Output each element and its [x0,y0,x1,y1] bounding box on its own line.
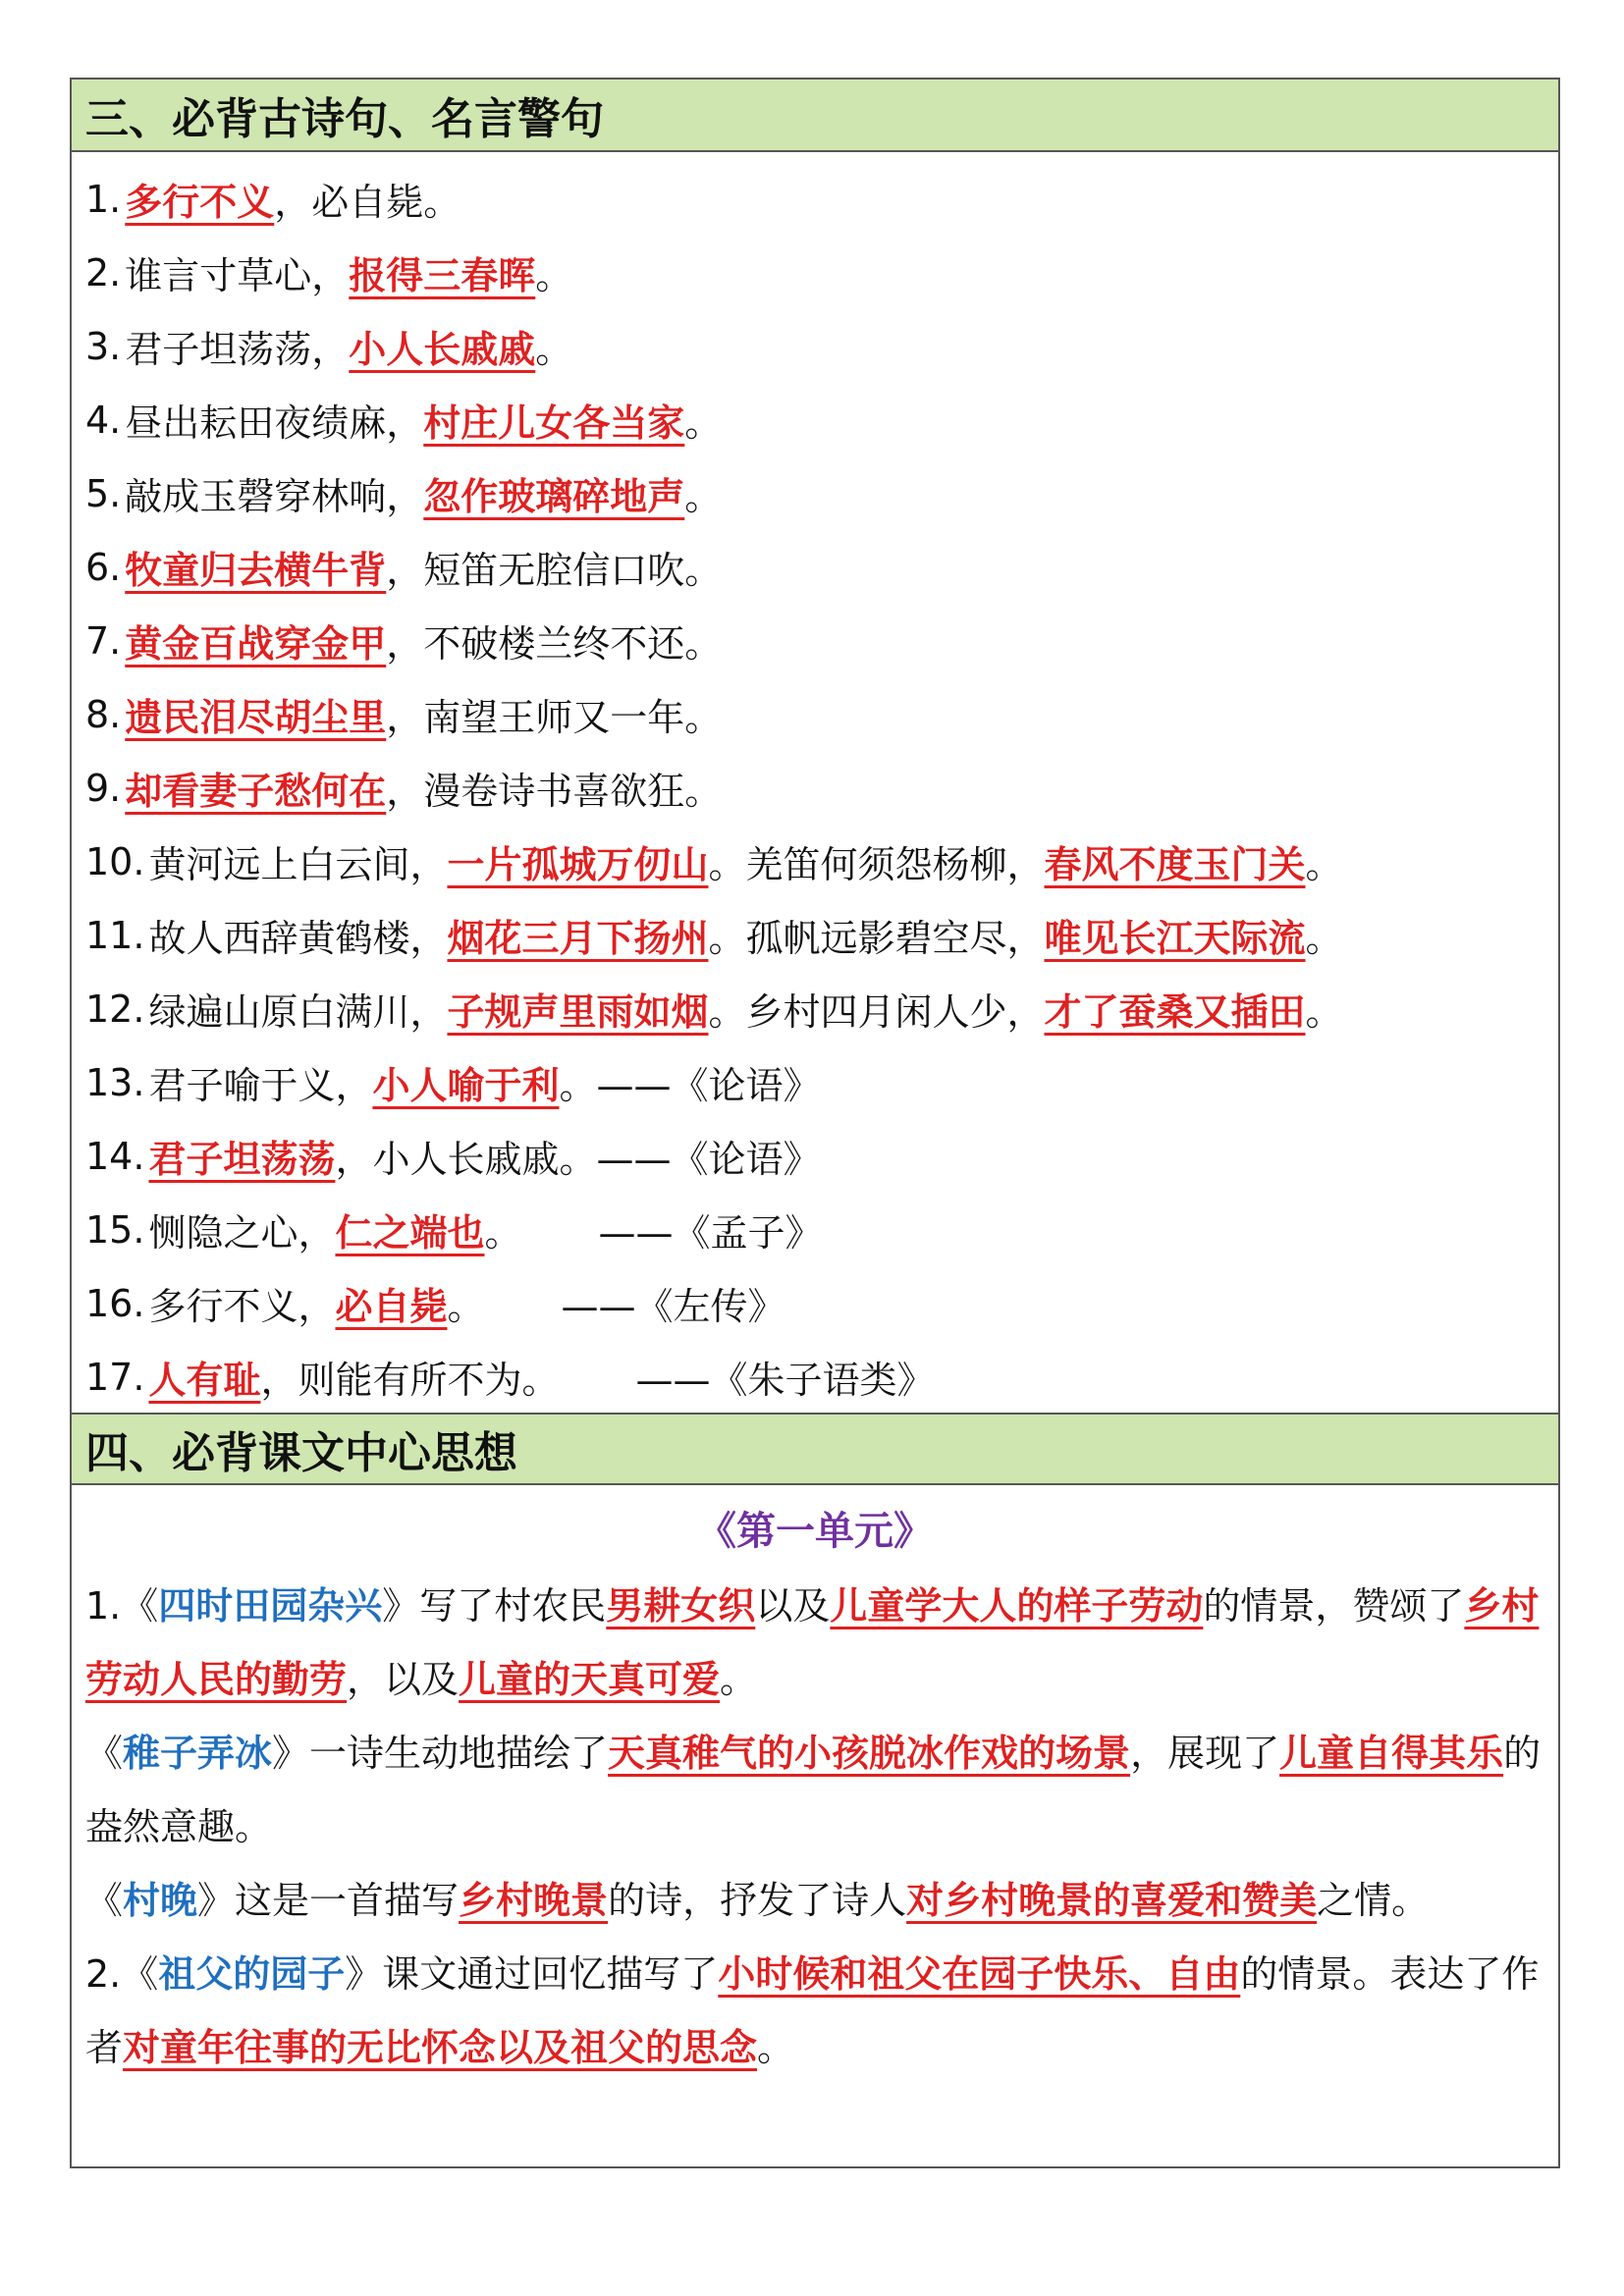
line-text: ——《朱子语类》 [635,1359,935,1402]
line-text: 。孤帆远影碧空尽， [708,917,1045,960]
line-text: ——《左传》 [561,1285,785,1328]
answer-text: 天真稚气的小孩脱冰作戏的场景 [608,1732,1131,1775]
line-text: ，小人长戚戚。——《论语》 [335,1138,821,1181]
poem-line [85,1266,1544,1340]
poem-line [85,604,1544,677]
answer-text: 乡村劳动人民的勤劳 [85,1584,1540,1701]
idea-paragraph [85,1864,1544,1938]
answer-text: 小时候和祖父在园子快乐、自由 [718,1952,1241,1996]
line-text: 。 [447,1285,485,1328]
line-text: 君子喻于义， [148,1064,373,1107]
line-text: ，不破楼兰终不还。 [386,622,723,666]
answer-text: 唯见长江天际流 [1044,917,1306,960]
line-number: 6. [85,545,122,589]
answer-text: 儿童自得其乐 [1279,1732,1504,1775]
answer-text: 遗民泪尽胡尘里 [125,696,387,739]
line-text: 。 [1305,990,1343,1034]
notes-table [70,78,1560,2168]
line-number: 12. [85,987,145,1031]
line-text: 。 [484,1211,522,1255]
answer-text: 男耕女织 [606,1584,756,1628]
paragraph-text: 之情。 [1317,1879,1430,1922]
answer-text: 仁之端也 [335,1211,485,1255]
line-text: 黄河远上白云间， [148,843,448,886]
poem-line [85,383,1544,456]
line-number: 1. [85,177,122,221]
answer-text: 儿童学大人的样子劳动 [830,1584,1204,1628]
paragraph-text: 的盎然意趣。 [85,1732,1542,1848]
poem-line [85,309,1544,383]
answer-text: 春风不度玉门关 [1044,843,1306,886]
poem-line [85,1340,1544,1414]
answer-text: 却看妻子愁何在 [125,770,387,813]
paragraph-text: 1.《 [85,1584,159,1628]
line-text: 。羌笛何须怨杨柳， [708,843,1045,886]
answer-text: 才了蚕桑又插田 [1044,990,1306,1034]
line-number: 5. [85,471,122,515]
paragraph-text: 》写了村农民 [382,1584,607,1628]
line-number: 7. [85,618,122,663]
line-number: 15. [85,1207,145,1252]
line-text: 君子坦荡荡， [125,328,350,371]
poem-line [85,1119,1544,1193]
paragraph-text: 。 [720,1658,758,1701]
paragraph-text: ，展现了 [1130,1732,1280,1775]
answer-text: 乡村晚景 [459,1879,609,1922]
line-number: 8. [85,692,122,736]
idea-paragraph [85,1717,1544,1864]
line-number: 4. [85,398,122,442]
paragraph-list [85,1570,1544,2085]
answer-text: 黄金百战穿金甲 [125,622,387,666]
central-ideas [72,1485,1558,2085]
line-text: ，短笛无腔信口吹。 [386,549,723,592]
paragraph-text: 》一诗生动地描绘了 [272,1732,609,1775]
line-text: 昼出耘田夜绩麻， [125,401,424,445]
section-3-heading: 三、必背古诗句、名言警句 [72,80,1558,152]
line-number: 17. [85,1355,145,1399]
line-number: 3. [85,324,122,368]
paragraph-text: 》这是一首描写 [197,1879,460,1922]
poem-line [85,825,1544,898]
idea-paragraph [85,1938,1544,2085]
line-text: 。 [684,401,723,445]
answer-text: 牧童归去横牛背 [125,549,387,592]
line-text: 。乡村四月闲人少， [708,990,1045,1034]
answer-text: 对乡村晚景的喜爱和赞美 [906,1879,1318,1922]
line-number: 2. [85,250,122,294]
line-number: 13. [85,1060,145,1104]
line-text: 谁言寸草心， [125,254,350,297]
line-text: 。——《论语》 [559,1064,821,1107]
poem-line [85,1045,1544,1119]
answer-text: 报得三春晖 [349,254,536,297]
poem-line [85,972,1544,1045]
poem-line [85,530,1544,604]
line-text: 。 [684,475,723,518]
unit-title: 《第一单元》 [697,1509,933,1554]
line-text: 。 [535,254,573,297]
answer-text: 对童年往事的无比怀念以及祖父的思念 [123,2026,758,2069]
paragraph-text: 《 [85,1732,124,1775]
idea-paragraph [85,1570,1544,1717]
line-text: ——《孟子》 [598,1211,823,1255]
line-text: ，漫卷诗书喜欲狂。 [386,770,723,813]
paragraph-text: 《 [85,1879,124,1922]
line-text: ，必自毙。 [274,181,461,224]
lesson-title: 村晚 [123,1879,198,1922]
poem-line [85,898,1544,972]
poem-line [85,677,1544,751]
answer-text: 小人喻于利 [372,1064,560,1107]
line-number: 10. [85,839,145,883]
paragraph-text: ，以及 [347,1658,460,1701]
answer-text: 儿童的天真可爱 [459,1658,721,1701]
poem-line [85,456,1544,530]
answer-text: 人有耻 [148,1359,261,1402]
line-text: 。 [1305,917,1343,960]
answer-text: 一片孤城万仞山 [447,843,709,886]
lesson-title: 祖父的园子 [158,1952,346,1996]
paragraph-text: 以及 [755,1584,831,1628]
line-text: 。 [535,328,573,371]
line-text: 多行不义， [148,1285,336,1328]
poem-list [72,152,1558,1413]
answer-text: 烟花三月下扬州 [447,917,709,960]
paragraph-text: 的情景，赞颂了 [1203,1584,1465,1628]
line-number: 11. [85,913,145,957]
line-number: 16. [85,1281,145,1325]
line-text: 。 [1305,843,1343,886]
line-text: 敲成玉磬穿林响， [125,475,424,518]
section-4-heading: 四、必背课文中心思想 [72,1413,1558,1485]
lesson-title: 四时田园杂兴 [158,1584,383,1628]
paragraph-text: 。 [757,2026,795,2069]
lesson-title: 稚子弄冰 [123,1732,273,1775]
answer-text: 多行不义 [125,181,275,224]
poem-line [85,751,1544,825]
line-text: ，则能有所不为。 [260,1359,560,1402]
answer-text: 小人长戚戚 [349,328,536,371]
answer-text: 子规声里雨如烟 [447,990,709,1034]
poem-line [85,236,1544,309]
answer-text: 村庄儿女各当家 [423,401,685,445]
paragraph-text: 》课文通过回忆描写了 [345,1952,719,1996]
line-text: ，南望王师又一年。 [386,696,723,739]
poem-line [85,162,1544,236]
paragraph-text: 2.《 [85,1952,159,1996]
line-number: 14. [85,1134,145,1178]
line-number: 9. [85,766,122,810]
poem-line [85,1193,1544,1266]
answer-text: 忽作玻璃碎地声 [423,475,685,518]
answer-text: 必自毙 [335,1285,448,1328]
paragraph-text: 的情景。表达了作者 [85,1952,1540,2069]
line-text: 故人西辞黄鹤楼， [148,917,448,960]
line-text: 绿遍山原白满川， [148,990,448,1034]
answer-text: 君子坦荡荡 [148,1138,336,1181]
paragraph-text: 的诗，抒发了诗人 [608,1879,907,1922]
line-text: 恻隐之心， [148,1211,336,1255]
